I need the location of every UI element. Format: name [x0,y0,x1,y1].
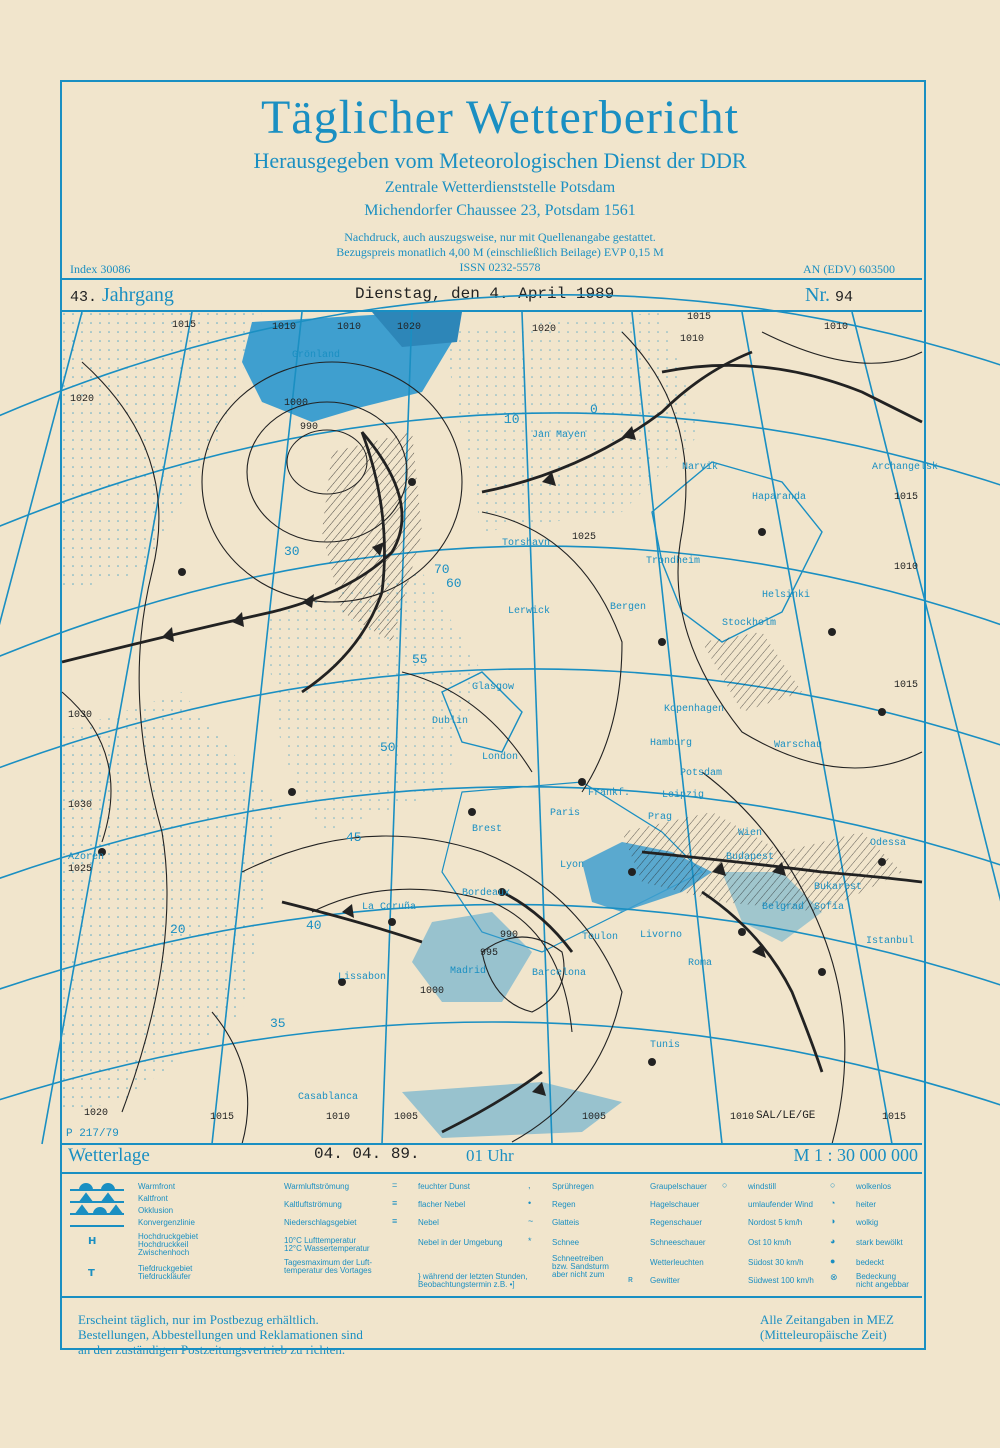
legend-feuchter-dunst: feuchter Dunst [418,1182,471,1191]
wetterlage-row [62,1143,922,1171]
jahrgang [70,284,174,307]
isobar-label: 1020 [532,324,557,335]
jahrgang-label: Jahrgang [102,284,174,306]
map-scale: M 1 : 30 000 000 [793,1145,918,1165]
isobar-label: 1010 [730,1112,755,1123]
wetterlage-time: 01 Uhr [466,1146,514,1165]
legend-stark-bewoelkt: stark bewölkt [856,1238,903,1247]
isobar-label: 1015 [172,320,197,331]
office: Zentrale Wetterdienststelle Potsdam [384,179,616,196]
legend-tagesmaximum-2: temperatur des Vortages [284,1266,372,1275]
price-note: Bezugspreis monatlich 4,00 M (einschließlich Beilage) EVP 0,15 M [336,245,664,259]
city-label: Bergen [610,602,647,613]
snow-icon: * [528,1236,532,1246]
footer-line: Bestellungen, Abbestellungen und Reklamationen sind [78,1327,363,1342]
latitude-label: 45 [346,830,362,845]
city-label: Kopenhagen [664,704,725,715]
legend-zwischenhoch: Zwischenhoch [138,1248,190,1257]
legend-aber-nicht: aber nicht zum [552,1270,605,1279]
divider [62,1296,922,1298]
index-number: Index 30086 [70,262,131,276]
address: Michendorfer Chaussee 23, Potsdam 1561 [364,202,636,219]
shallow-fog-icon: ≡ [392,1198,398,1208]
city-label: Archangelsk [872,462,939,473]
legend-hochdruckkeil: Hochdruckkeil [138,1240,189,1249]
legend-flacher-nebel: flacher Nebel [418,1200,466,1209]
haze-icon: = [392,1180,398,1190]
thunderstorm-icon: ʀ [628,1274,633,1284]
legend-umlaufend: umlaufender Wind [748,1200,813,1209]
legend-niederschlag: Niederschlagsgebiet [284,1218,357,1227]
divider [62,1172,922,1174]
legend-hagelschauer: Hagelschauer [650,1200,700,1209]
wetterlage-date: 04. 04. 89. [314,1145,420,1163]
city-label: Wien [738,828,763,839]
city-label: Lyon [560,860,585,871]
longitude-label: 20 [170,922,186,937]
isobar-label: 1030 [68,800,93,811]
isobar-label: 1010 [894,562,919,573]
legend-konvergenzlinie: Konvergenzlinie [138,1218,195,1227]
legend-schneeschauer: Schneeschauer [650,1238,706,1247]
legend-sandsturm: bzw. Sandsturm [552,1262,609,1271]
legend-lufttemperatur: 10°C Lufttemperatur [284,1236,357,1245]
city-label: Istanbul [866,936,915,947]
legend-wolkenlos: wolkenlos [856,1182,892,1191]
longitude-label: 10 [504,412,520,427]
isobar-label: 1015 [687,312,712,323]
footer-left [78,1312,363,1357]
legend-suedost: Südost 30 km/h [748,1258,804,1267]
legend-nordost: Nordost 5 km/h [748,1218,803,1227]
isobar-label: 1000 [420,986,445,997]
cloud-fair-icon: ◔ [830,1198,836,1208]
city-label: Helsinki [762,590,811,601]
city-label: Haparanda [752,492,807,503]
legend-glatteis: Glatteis [552,1218,580,1227]
latitude-label: 35 [270,1016,286,1031]
city-label: Belgrad [762,902,805,913]
legend-tiefdrucklaeufer: Tiefdruckläufer [138,1272,191,1281]
legend-gewitter: Gewitter [650,1276,680,1285]
wind-calm-icon: ○ [722,1180,728,1190]
isobar-label: 1015 [894,492,919,503]
legend-okklusion: Okklusion [138,1206,174,1215]
nr-label: Nr. [805,284,830,306]
city-label: Tunis [650,1040,681,1051]
city-label: Trondheim [646,556,701,567]
legend-graupelschauer: Graupelschauer [650,1182,707,1191]
legend-tagesmaximum: Tagesmaximum der Luft- [284,1258,373,1267]
legend-nicht-angebbar: nicht angebbar [856,1280,909,1289]
legend-wetterleuchten: Wetterleuchten [650,1258,704,1267]
isobar-label: 1005 [582,1112,607,1123]
footer-line: Erscheint täglich, nur im Postbezug erhältlich. [78,1312,319,1327]
legend-suedwest: Südwest 100 km/h [748,1276,814,1285]
legend-warmfront: Warmfront [138,1182,176,1191]
isobar-label: 1010 [824,322,849,333]
isobar-label: 1020 [70,394,95,405]
city-label: Stockholm [722,618,777,629]
city-label: Hamburg [650,738,693,749]
legend-regen: Regen [552,1200,576,1209]
city-label: Bukarest [814,882,863,893]
city-label: Bordeaux [462,888,511,899]
city-label: Narvik [682,462,719,473]
legend-schneetreiben: Schneetreiben [552,1254,604,1263]
longitude-label: 30 [284,544,300,559]
isobar-label: 995 [480,948,499,959]
an-edv-number: AN (EDV) 603500 [803,262,895,276]
city-label: Toulon [582,932,619,943]
legend-warmluft: Warmluftströmung [284,1182,350,1191]
latitude-label: 60 [446,576,462,591]
latitude-label: 55 [412,652,428,667]
cloud-unknown-icon: ⊗ [830,1272,838,1282]
isobar-label: 1010 [680,334,705,345]
legend-tiefdruckgebiet: Tiefdruckgebiet [138,1264,193,1273]
drizzle-icon: , [528,1180,531,1190]
city-label: Potsdam [680,768,723,779]
city-label: Warschau [774,740,823,751]
weather-map-svg [62,312,922,1144]
city-label: Budapest [726,852,775,863]
isobar-label: 1015 [210,1112,235,1123]
city-label: Barcelona [532,968,587,979]
city-label: Frankf. [588,788,631,799]
wetterlage-label: Wetterlage [68,1145,150,1166]
city-label: Roma [688,958,713,969]
city-label: Grönland [292,350,341,361]
city-label: Glasgow [472,682,515,693]
latitude-label: 40 [306,918,322,933]
latitude-label: 50 [380,740,396,755]
map-credit: SAL/LE/GE [756,1110,816,1122]
legend-hochdruckgebiet: Hochdruckgebiet [138,1232,199,1241]
city-label: Livorno [640,930,683,941]
legend-symbols [68,1182,128,1294]
rain-icon: • [528,1198,532,1208]
legend-letzte-stunden: } während der letzten Stunden, [418,1272,528,1281]
city-label: London [482,752,519,763]
legend [62,1176,922,1294]
legend-schnee: Schnee [552,1238,580,1247]
isobar-label: 1010 [272,322,297,333]
isobar-label: 1020 [397,322,422,333]
city-label: Lissabon [338,972,387,983]
isobar-label: 990 [300,422,319,433]
isobar-label: 1020 [84,1108,109,1119]
cloud-partly-icon: ◑ [830,1216,836,1226]
city-label: Lerwick [508,606,551,617]
cloud-mostly-icon: ◕ [830,1236,836,1246]
weather-map [62,312,939,1144]
publisher: Herausgegeben vom Meteorologischen Dienst der DDR [253,148,747,173]
cloud-clear-icon: ○ [830,1180,836,1190]
city-label: Paris [550,808,581,819]
city-label: Prag [648,812,673,823]
issn: ISSN 0232-5578 [459,260,541,274]
footer-right [760,1312,894,1342]
legend-bedeckt: bedeckt [856,1258,885,1267]
legend-kaltluft: Kaltluftströmung [284,1200,342,1209]
latitude-label: 70 [434,562,450,577]
city-label: Dublin [432,716,469,727]
city-label: Odessa [870,838,907,849]
city-label: Casablanca [298,1092,359,1103]
divider [62,278,922,280]
legend-nebel: Nebel [418,1218,439,1227]
city-label: Madrid [450,966,487,977]
footer-line: an den zuständigen Postzeitungsvertrieb zu richten. [78,1342,346,1357]
isobar-label: 1005 [394,1112,419,1123]
jahrgang-number: 43. [70,289,98,306]
isobar-label: 1010 [337,322,362,333]
legend-beobachtungstermin: Beobachtungstermin z.B. •] [418,1280,515,1289]
city-label: Torshavn [502,538,551,549]
isobar-label: 1015 [882,1112,907,1123]
isobar-label: 1025 [68,864,93,875]
isobar-label: 1030 [68,710,93,721]
legend-heiter: heiter [856,1200,877,1209]
legend-spruehregen: Sprühregen [552,1182,594,1191]
reprint-note: Nachdruck, auch auszugsweise, nur mit Quellenangabe gestattet. [344,230,656,244]
isobar-label: 1015 [894,680,919,691]
svg-text:H: H [88,1236,97,1247]
legend-nebel-umgebung: Nebel in der Umgebung [418,1238,503,1247]
cloud-overcast-icon: ● [830,1256,836,1266]
glaze-icon: ~ [528,1216,534,1226]
isobar-label: 1025 [572,532,597,543]
city-label: Brest [472,824,503,835]
city-label: Sofia [814,902,845,913]
city-label: Azoren [68,852,105,863]
city-label: Leipzig [662,790,705,801]
map-reference: P 217/79 [66,1128,119,1140]
issue-date: Dienstag, den 4. April 1989 [355,285,615,303]
fog-icon: ≡ [392,1216,398,1226]
legend-kaltfront: Kaltfront [138,1194,168,1203]
svg-text:T: T [88,1268,95,1279]
city-label: La Coruña [362,902,417,913]
longitude-label: 0 [590,402,598,417]
isobar-label: 990 [500,930,519,941]
legend-windstill: windstill [748,1182,777,1191]
legend-bedeckung: Bedeckung [856,1272,897,1281]
footer-line: (Mitteleuropäische Zeit) [760,1327,887,1342]
legend-wolkig: wolkig [856,1218,879,1227]
legend-regenschauer: Regenschauer [650,1218,703,1227]
city-label: Jan Mayen [532,430,587,441]
footer-line: Alle Zeitangaben in MEZ [760,1312,894,1327]
isobar-label: 1000 [284,398,309,409]
isobar-label: 1010 [326,1112,351,1123]
nr-value: 94 [835,289,854,306]
legend-ost: Ost 10 km/h [748,1238,792,1247]
legend-wassertemperatur: 12°C Wassertemperatur [284,1244,370,1253]
issue-number [805,284,853,307]
page-title: Täglicher Wetterbericht [260,91,739,144]
